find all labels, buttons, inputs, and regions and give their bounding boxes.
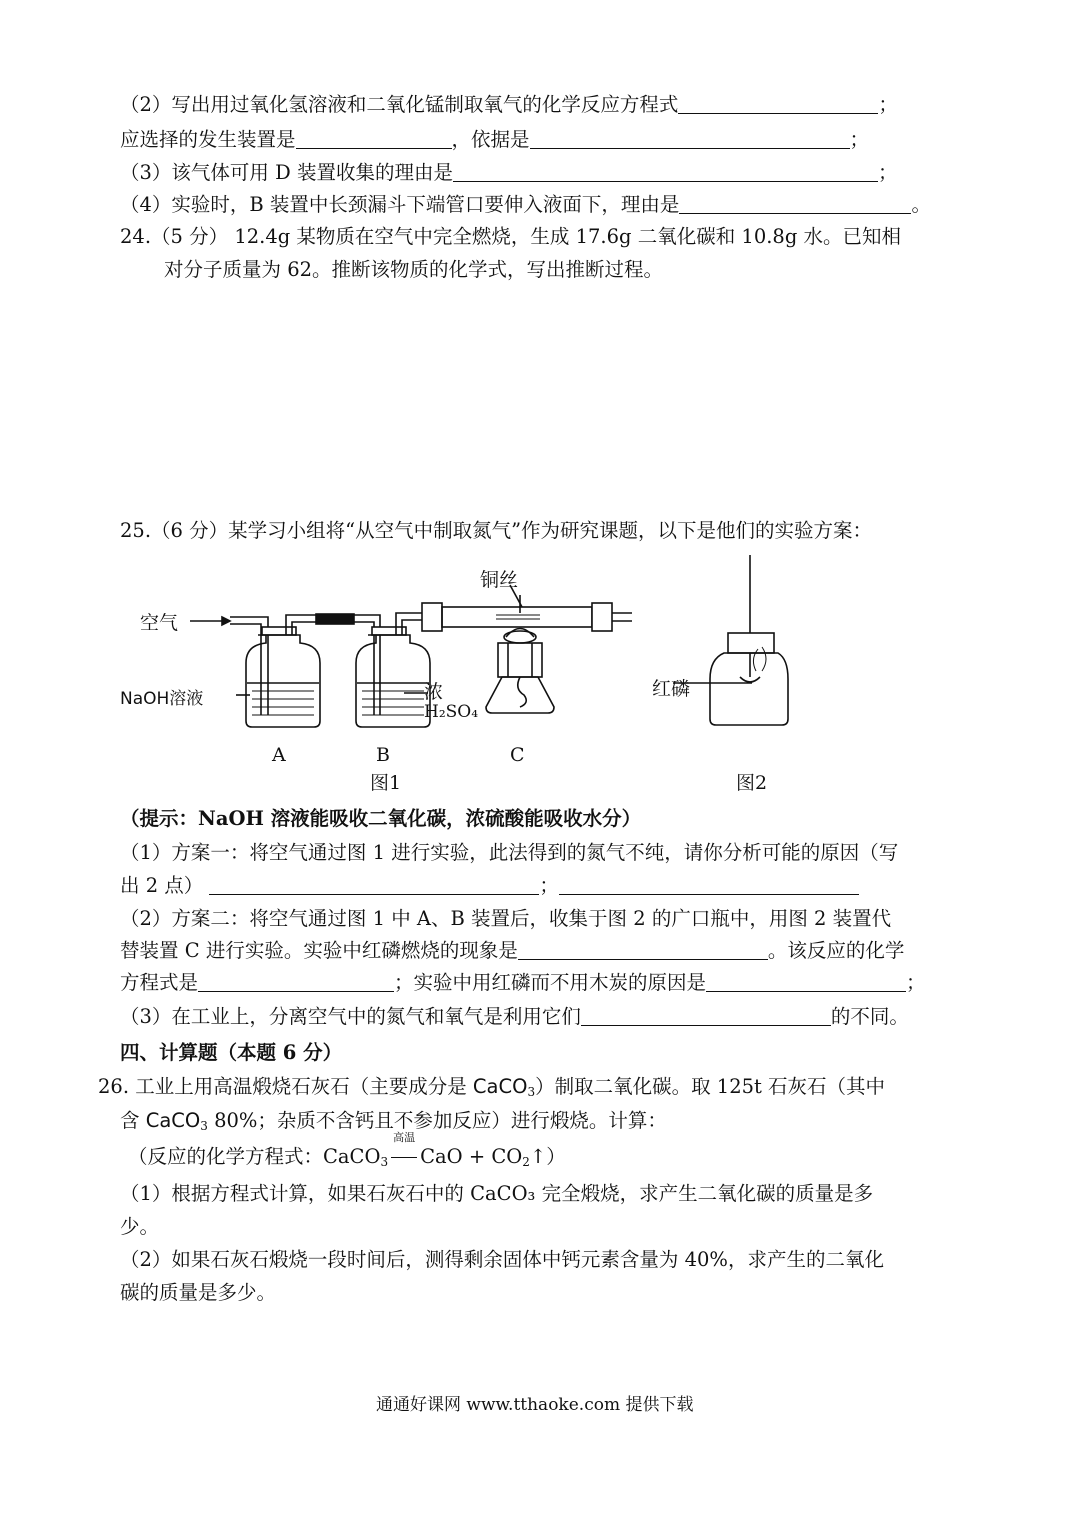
answer-blank[interactable] [296,128,452,149]
answer-blank[interactable] [706,971,906,992]
q24-line2: 对分子质量为 62。推断该物质的化学式，写出推断过程。 [164,258,664,281]
tube-c-left-cap [422,603,442,631]
q25-intro: 25.（6 分）某学习小组将“从空气中制取氮气”作为研究课题，以下是他们的实验方案： [120,519,873,542]
q23-part2-line1: （2）写出用过氧化氢溶液和二氧化锰制取氧气的化学反应方程式 ； [120,93,898,116]
answer-blank[interactable] [678,93,878,114]
conc-label: 浓 [424,681,444,703]
q26-line2: 含 CaCO$_3$ 80%；杂质不含钙且不参加反应）进行煅烧。计算： [120,1109,667,1133]
q25-part2-line3: 方程式是 ；实验中用红磷而不用木炭的原因是 ； [120,971,926,994]
h2so4-label: H₂SO₄ [424,702,479,722]
alcohol-lamp [486,677,554,713]
reaction-condition: 高温 [391,1144,417,1170]
fig2-caption: 图2 [736,772,768,794]
naoh-label: NaOH溶液 [120,689,204,709]
q26-equation: （反应的化学方程式：CaCO$_3$ 高温 CaO + $CO_2↑$） [128,1131,566,1169]
answer-blank[interactable] [453,161,878,182]
copper-wire-label: 铜丝 [480,569,519,591]
stopper-a [262,627,296,635]
tube-c-right-cap [592,603,612,631]
answer-blank[interactable] [209,874,539,895]
combustion-tube [442,607,592,627]
q26-part2-line2: 碳的质量是多少。 [120,1281,277,1304]
label-a: A [272,744,286,766]
answer-blank[interactable] [559,874,859,895]
answer-blank[interactable] [581,1005,831,1026]
q24-line1: 24.（5 分） 12.4g 某物质在空气中完全燃烧，生成 17.6g 二氧化碳和 10.8g 水。已知相 [120,225,902,248]
q23-part4: （4）实验时，B 装置中长颈漏斗下端管口要伸入液面下，理由是 。 [120,193,931,216]
stopper-fig2 [728,633,774,653]
bottle-a [246,635,320,727]
stopper-b [372,627,406,635]
answer-blank[interactable] [198,971,394,992]
q25-part1-line1: （1）方案一：将空气通过图 1 进行实验，此法得到的氮气不纯，请你分析可能的原因（写 [120,841,899,864]
q26-part1-line2: 少。 [120,1215,160,1238]
red-phosphorus-label: 红磷 [652,678,691,700]
answer-blank[interactable] [530,128,850,149]
answer-blank[interactable] [518,939,768,960]
q25-part3: （3）在工业上，分离空气中的氮气和氧气是利用它们 的不同。 [120,1005,909,1028]
section4-title: 四、计算题（本题 6 分） [120,1041,343,1064]
q23-part3: （3）该气体可用 D 装置收集的理由是 ； [120,161,898,184]
q25-hint: （提示：NaOH 溶液能吸收二氧化碳，浓硫酸能吸收水分） [120,807,642,830]
label-b: B [376,744,390,766]
burner-stand [498,643,542,677]
answer-blank[interactable] [679,193,911,214]
q25-part2-line2: 替装置 C 进行实验。实验中红磷燃烧的现象是 。该反应的化学 [120,939,905,962]
wide-mouth-bottle [710,653,788,725]
rubber-tube [316,614,354,624]
label-c: C [510,744,525,766]
apparatus-figure [110,555,810,800]
q25-part2-line1: （2）方案二：将空气通过图 1 中 A、B 装置后，收集于图 2 的广口瓶中，用图 2 装置代 [120,907,892,930]
q23-part2-line2: 应选择的发生装置是 ，依据是 ； [120,128,870,151]
air-label: 空气 [140,612,179,634]
bottle-b [356,635,430,727]
arrow-head-icon [222,617,230,625]
footer-text: 通通好课网 www.tthaoke.com 提供下载 [376,1395,694,1415]
q26-line1: 26. 工业上用高温煅烧石灰石（主要成分是 CaCO$_3$）制取二氧化碳。取 125t 石灰石（其中 [98,1075,886,1099]
q26-part2-line1: （2）如果石灰石煅烧一段时间后，测得剩余固体中钙元素含量为 40%，求产生的二氧化 [120,1248,884,1271]
q26-part1-line1: （1）根据方程式计算，如果石灰石中的 CaCO₃ 完全煅烧，求产生二氧化碳的质量是多 [120,1182,874,1205]
q23-part2-text: （2）写出用过氧化氢溶液和二氧化锰制取氧气的化学反应方程式 [120,93,679,116]
fig1-caption: 图1 [370,772,402,794]
combustion-spoon [740,677,760,682]
q25-part1-line2: 出 2 点） ； [120,873,859,899]
